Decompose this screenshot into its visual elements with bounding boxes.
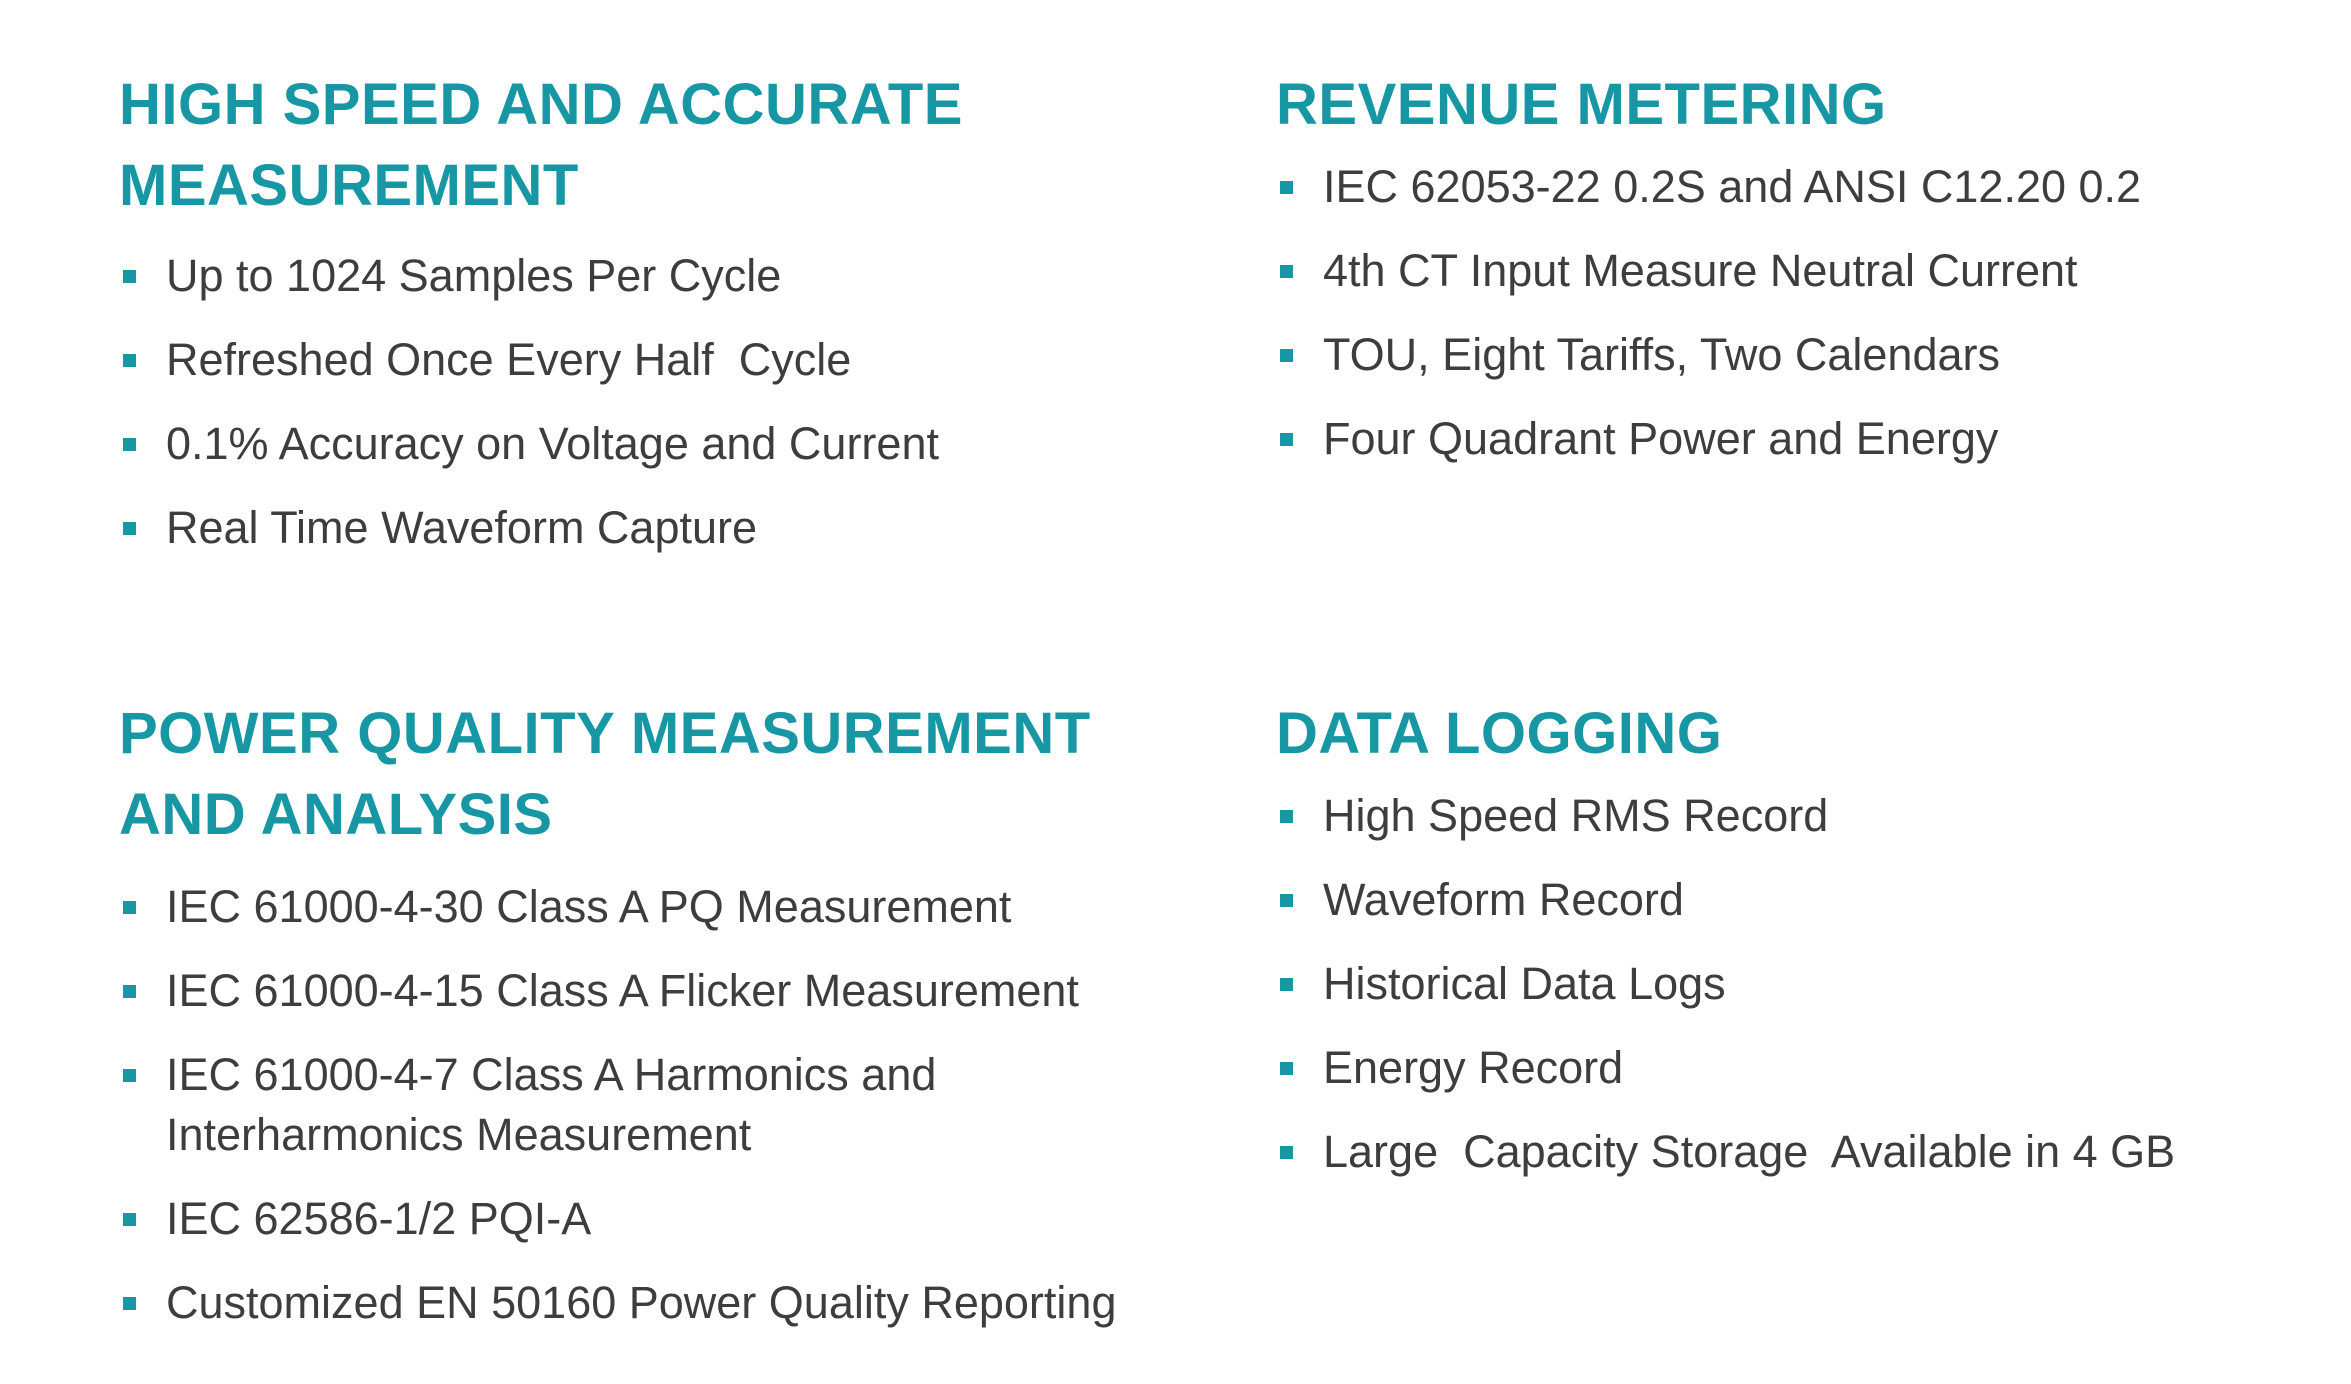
section-revenue-metering — [1276, 64, 2316, 493]
square-bullet-icon — [123, 354, 136, 367]
list-item-label: Four Quadrant Power and Energy — [1323, 413, 1999, 464]
list-item-label: Large Capacity Storage Available in 4 GB — [1323, 1126, 2176, 1177]
square-bullet-icon — [123, 270, 136, 283]
section-title — [119, 64, 1159, 226]
feature-list — [1276, 157, 2316, 469]
list-item — [119, 330, 1159, 390]
list-item-label: IEC 61000-4-15 Class A Flicker Measurement — [166, 965, 1079, 1016]
list-item — [1276, 241, 2316, 301]
list-item — [119, 414, 1159, 474]
list-item — [1276, 1122, 2316, 1182]
square-bullet-icon — [1280, 181, 1293, 194]
list-item — [1276, 157, 2316, 217]
feature-list — [1276, 786, 2316, 1182]
square-bullet-icon — [1280, 1062, 1293, 1075]
feature-list — [119, 246, 1159, 558]
list-item-label: IEC 61000-4-30 Class A PQ Measurement — [166, 881, 1012, 932]
square-bullet-icon — [123, 1069, 136, 1082]
section-title — [119, 693, 1219, 855]
section-title-line: MEASUREMENT — [119, 153, 579, 218]
square-bullet-icon — [1280, 1146, 1293, 1159]
square-bullet-icon — [123, 985, 136, 998]
section-title-line: AND ANALYSIS — [119, 782, 553, 847]
list-item — [119, 1045, 1219, 1165]
list-item — [1276, 325, 2316, 385]
list-item-label: Customized EN 50160 Power Quality Reporting — [166, 1277, 1117, 1328]
square-bullet-icon — [1280, 894, 1293, 907]
square-bullet-icon — [123, 901, 136, 914]
list-item-label: High Speed RMS Record — [1323, 790, 1829, 841]
list-item — [1276, 409, 2316, 469]
section-title-line: HIGH SPEED AND ACCURATE — [119, 72, 963, 137]
section-power-quality — [119, 693, 1219, 1357]
list-item-label: IEC 62586-1/2 PQI-A — [166, 1193, 592, 1244]
list-item-label: IEC 62053-22 0.2S and ANSI C12.20 0.2 — [1323, 161, 2142, 212]
list-item-label: Energy Record — [1323, 1042, 1624, 1093]
list-item — [119, 877, 1219, 937]
section-high-speed-measurement — [119, 64, 1159, 582]
section-title — [1276, 64, 2316, 145]
section-title-line: DATA LOGGING — [1276, 701, 1723, 766]
list-item — [119, 246, 1159, 306]
list-item-label-continued: Interharmonics Measurement — [166, 1109, 752, 1160]
list-item-label: Refreshed Once Every Half Cycle — [166, 334, 852, 385]
list-item — [1276, 786, 2316, 846]
list-item-label: 0.1% Accuracy on Voltage and Current — [166, 418, 939, 469]
list-item-label: 4th CT Input Measure Neutral Current — [1323, 245, 2078, 296]
square-bullet-icon — [1280, 349, 1293, 362]
square-bullet-icon — [123, 438, 136, 451]
section-title — [1276, 693, 2316, 774]
list-item — [119, 498, 1159, 558]
section-data-logging — [1276, 693, 2316, 1206]
square-bullet-icon — [123, 522, 136, 535]
square-bullet-icon — [1280, 978, 1293, 991]
list-item-label: Up to 1024 Samples Per Cycle — [166, 250, 782, 301]
list-item-label: Historical Data Logs — [1323, 958, 1726, 1009]
list-item — [119, 1189, 1219, 1249]
section-title-line: REVENUE METERING — [1276, 72, 1887, 137]
list-item — [1276, 954, 2316, 1014]
list-item-label: Real Time Waveform Capture — [166, 502, 758, 553]
square-bullet-icon — [1280, 433, 1293, 446]
square-bullet-icon — [123, 1213, 136, 1226]
list-item-label: Waveform Record — [1323, 874, 1684, 925]
list-item-label: TOU, Eight Tariffs, Two Calendars — [1323, 329, 2000, 380]
square-bullet-icon — [1280, 265, 1293, 278]
feature-list — [119, 877, 1219, 1333]
list-item — [119, 961, 1219, 1021]
list-item-label: IEC 61000-4-7 Class A Harmonics and — [166, 1049, 937, 1100]
square-bullet-icon — [123, 1297, 136, 1310]
list-item — [1276, 870, 2316, 930]
list-item — [1276, 1038, 2316, 1098]
section-title-line: POWER QUALITY MEASUREMENT — [119, 701, 1091, 766]
list-item — [119, 1273, 1219, 1333]
square-bullet-icon — [1280, 810, 1293, 823]
